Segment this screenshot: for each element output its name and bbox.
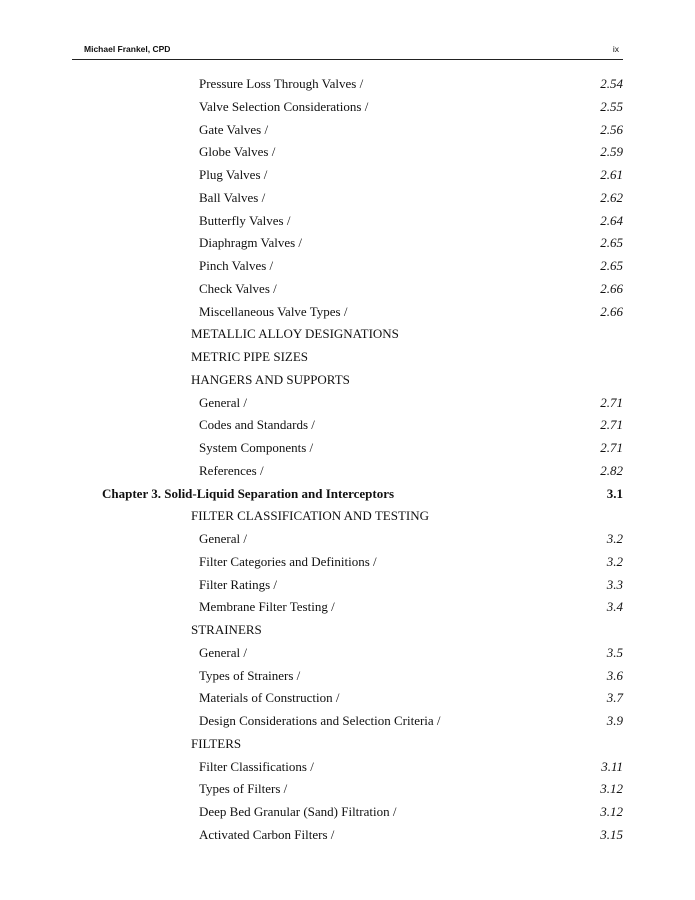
toc-title: Valve Selection Considerations / — [199, 98, 369, 114]
toc-title: Materials of Construction / — [199, 690, 340, 706]
toc-entry-row[interactable] — [0, 301, 695, 324]
toc-title: References / — [199, 462, 264, 478]
toc-section-row[interactable] — [0, 619, 695, 642]
toc-page-number: 2.64 — [600, 212, 623, 228]
toc-page-number: 3.6 — [606, 667, 623, 683]
toc-entry-row[interactable] — [0, 210, 695, 233]
toc-page-number: 3.11 — [601, 758, 623, 774]
toc-page-number: 2.66 — [600, 303, 623, 319]
table-of-contents — [0, 73, 695, 847]
toc-page-number: 2.66 — [600, 280, 623, 296]
toc-page-number: 2.71 — [600, 394, 623, 410]
toc-title: Check Valves / — [199, 280, 277, 296]
toc-page-number: 2.71 — [600, 417, 623, 433]
toc-title: Deep Bed Granular (Sand) Filtration / — [199, 804, 397, 819]
toc-page-number: 3.2 — [606, 553, 623, 569]
toc-title: General / — [199, 531, 248, 546]
toc-page-number: 2.56 — [600, 121, 623, 137]
toc-page-number: 3.2 — [606, 531, 623, 546]
toc-title: Pinch Valves / — [199, 258, 274, 273]
toc-page-number: 2.55 — [600, 98, 623, 114]
toc-section-row[interactable] — [0, 505, 695, 528]
toc-entry-row[interactable] — [0, 187, 695, 210]
toc-title: STRAINERS — [191, 622, 262, 637]
toc-title: Filter Ratings / — [199, 576, 277, 592]
toc-title: Types of Filters / — [199, 781, 288, 797]
toc-page-number: 3.9 — [606, 713, 623, 728]
toc-title: HANGERS AND SUPPORTS — [191, 371, 350, 387]
toc-title: METRIC PIPE SIZES — [191, 349, 309, 364]
toc-page-number: 3.7 — [606, 690, 623, 706]
toc-page-number: 2.59 — [600, 144, 623, 160]
toc-section-row[interactable] — [0, 369, 695, 392]
toc-page-number: 2.61 — [600, 167, 623, 182]
toc-entry-row[interactable] — [0, 232, 695, 255]
toc-entry-row[interactable] — [0, 687, 695, 710]
toc-title: Design Considerations and Selection Criteria / — [199, 713, 441, 728]
toc-page-number: 2.65 — [600, 235, 623, 251]
toc-entry-row[interactable] — [0, 164, 695, 187]
toc-entry-row[interactable] — [0, 801, 695, 824]
toc-title: Filter Categories and Definitions / — [199, 553, 377, 569]
toc-title: Types of Strainers / — [199, 667, 301, 683]
toc-title: Butterfly Valves / — [199, 212, 291, 228]
toc-title: Activated Carbon Filters / — [199, 826, 335, 842]
toc-title: Codes and Standards / — [199, 417, 315, 433]
toc-page-number: 2.54 — [600, 76, 623, 91]
toc-title: Chapter 3. Solid-Liquid Separation and Interceptors — [102, 485, 395, 501]
toc-section-row[interactable] — [0, 733, 695, 756]
toc-section-row[interactable] — [0, 346, 695, 369]
toc-entry-row[interactable] — [0, 824, 695, 847]
toc-entry-row[interactable] — [0, 414, 695, 437]
toc-title: FILTER CLASSIFICATION AND TESTING — [191, 508, 429, 524]
toc-entry-row[interactable] — [0, 73, 695, 96]
toc-entry-row[interactable] — [0, 278, 695, 301]
toc-entry-row[interactable] — [0, 756, 695, 779]
toc-entry-row[interactable] — [0, 574, 695, 597]
toc-title: General / — [199, 394, 248, 410]
toc-page-number: 3.5 — [606, 644, 623, 660]
toc-title: System Components / — [199, 440, 314, 455]
toc-title: Diaphragm Valves / — [199, 235, 303, 251]
toc-title: Filter Classifications / — [199, 758, 314, 774]
toc-entry-row[interactable] — [0, 437, 695, 460]
toc-page-number: 3.12 — [600, 804, 623, 819]
toc-title: Plug Valves / — [199, 167, 268, 182]
header-author: Michael Frankel, CPD — [84, 44, 171, 54]
toc-title: Membrane Filter Testing / — [199, 599, 335, 615]
toc-title: Globe Valves / — [199, 144, 276, 160]
toc-title: Miscellaneous Valve Types / — [199, 303, 348, 319]
toc-entry-row[interactable] — [0, 642, 695, 665]
toc-chapter-row[interactable] — [0, 483, 695, 506]
toc-entry-row[interactable] — [0, 665, 695, 688]
toc-entry-row[interactable] — [0, 96, 695, 119]
toc-page-number: 3.3 — [606, 576, 623, 592]
toc-page-number: 2.62 — [600, 189, 623, 205]
toc-title: METALLIC ALLOY DESIGNATIONS — [191, 326, 399, 342]
toc-title: Ball Valves / — [199, 189, 266, 205]
toc-entry-row[interactable] — [0, 460, 695, 483]
toc-entry-row[interactable] — [0, 255, 695, 278]
header-page-number: ix — [612, 44, 619, 54]
toc-page-number: 2.65 — [600, 258, 623, 273]
toc-section-row[interactable] — [0, 323, 695, 346]
toc-page-number: 3.15 — [600, 826, 623, 842]
toc-title: FILTERS — [191, 735, 242, 751]
toc-entry-row[interactable] — [0, 141, 695, 164]
toc-entry-row[interactable] — [0, 778, 695, 801]
running-header — [72, 44, 623, 60]
toc-entry-row[interactable] — [0, 596, 695, 619]
toc-entry-row[interactable] — [0, 528, 695, 551]
toc-page-number: 2.82 — [600, 462, 623, 478]
toc-page-number: 3.1 — [606, 485, 623, 501]
toc-entry-row[interactable] — [0, 119, 695, 142]
toc-page-number: 3.12 — [600, 781, 623, 797]
toc-page-number: 2.71 — [600, 440, 623, 455]
toc-entry-row[interactable] — [0, 392, 695, 415]
toc-title: Gate Valves / — [199, 121, 269, 137]
toc-title: General / — [199, 644, 248, 660]
toc-entry-row[interactable] — [0, 710, 695, 733]
toc-title: Pressure Loss Through Valves / — [199, 76, 364, 91]
toc-page-number: 3.4 — [606, 599, 623, 615]
toc-entry-row[interactable] — [0, 551, 695, 574]
